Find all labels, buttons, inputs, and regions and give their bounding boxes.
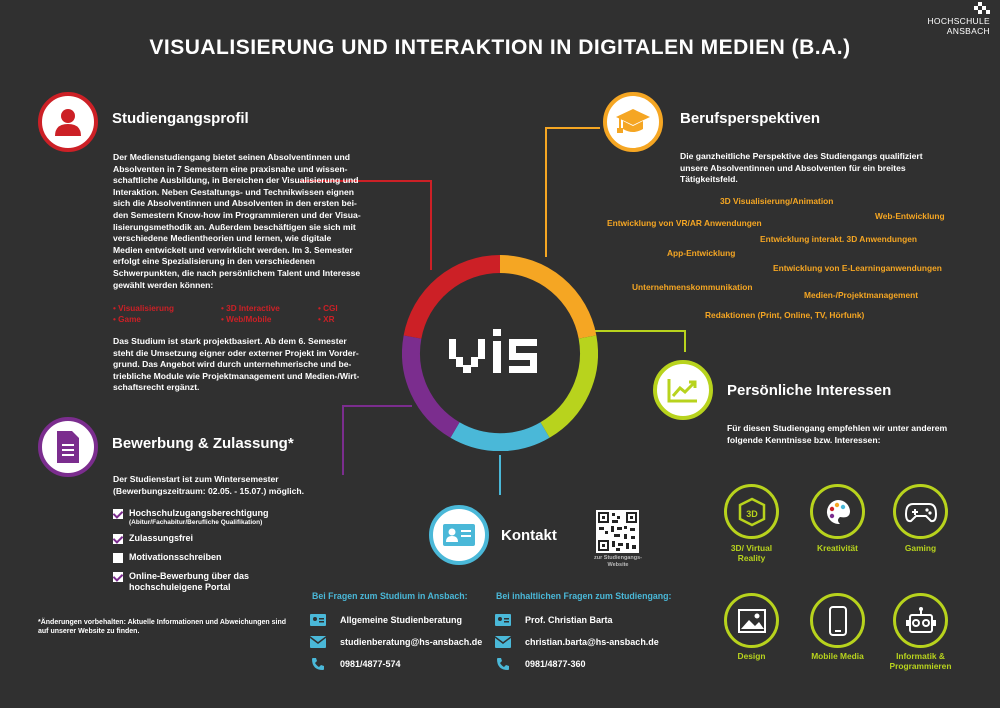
check-item-zulassung [113, 533, 323, 544]
bewerbung-text: Der Studienstart ist zum Wintersemester (Bewerbungszeitraum: 02.05. - 15.07.) möglich. [113, 474, 305, 496]
profil-heading: Studiengangsprofil [112, 110, 249, 127]
contact-left-head: Bei Fragen zum Studium in Ansbach: [312, 591, 468, 601]
logo-line2: ANSBACH [946, 26, 990, 36]
contact-right-email-row[interactable] [495, 636, 659, 648]
smartphone-icon [828, 605, 848, 637]
interest-label-line1: Informatik & [896, 651, 945, 661]
interessen-heading: Persönliche Interessen [727, 382, 892, 399]
qr-code-icon [596, 510, 639, 553]
check-label-line2: hochschuleigene Portal [129, 582, 231, 592]
interest-label [714, 543, 789, 563]
job-item: Entwicklung von VR/AR Anwendungen [607, 218, 762, 228]
interest-label-line1: Kreativität [817, 543, 858, 553]
interest-label [800, 651, 875, 661]
check-label: Hochschulzugangsberechtigung [129, 508, 269, 518]
spec-item: • Web/Mobile [221, 315, 272, 324]
profil-icon-circle [38, 92, 98, 152]
interessen-icon-circle [653, 360, 713, 420]
beruf-text: Die ganzheitliche Perspektive des Studiengangs qualifiziert unsere Absolventinnen und Absolventen für ein breites Tätigkeitsfeld. [680, 151, 923, 185]
interest-label-line1: Design [737, 651, 766, 661]
interest-label [878, 651, 963, 671]
spec-item: • CGI [318, 304, 338, 313]
id-card-icon [495, 614, 511, 626]
interest-3d [724, 484, 779, 539]
svg-text:3D: 3D [745, 508, 758, 519]
vis-logo [445, 325, 555, 380]
robot-icon [905, 606, 937, 636]
connector-cyan [499, 455, 501, 495]
gamepad-icon [905, 501, 937, 523]
interest-label [714, 651, 789, 661]
spec-item: • Game [113, 315, 141, 324]
beruf-heading: Berufsperspektiven [680, 110, 821, 127]
image-icon [737, 608, 767, 634]
bewerbung-checklist [113, 508, 323, 599]
spec-item: • Visualisierung [113, 304, 174, 313]
interest-label [800, 543, 875, 553]
interest-mobile [810, 593, 865, 648]
job-item: Entwicklung interakt. 3D Anwendungen [760, 234, 917, 244]
spec-item: • 3D Interactive [221, 304, 280, 313]
contact-left-email-row[interactable] [310, 636, 482, 648]
check-label: Motivationsschreiben [129, 552, 222, 562]
check-label: Online-Bewerbung über das [129, 571, 250, 581]
connector-orange-v [545, 127, 547, 257]
job-item: Redaktionen (Print, Online, TV, Hörfunk) [705, 310, 865, 320]
logo-line1: HOCHSCHULE [927, 16, 990, 26]
connector-orange-h [545, 127, 600, 129]
connector-purple-v [342, 405, 344, 475]
interest-label-line2: Programmieren [889, 661, 952, 671]
footnote: *Änderungen vorbehalten: Aktuelle Informationen und Abweichungen sind auf unserer Website zu finden. [38, 619, 286, 635]
interest-label-line1: 3D/ Virtual [730, 543, 773, 553]
bewerbung-icon-circle [38, 417, 98, 477]
phone-icon [310, 658, 326, 670]
contact-left-name-row [310, 614, 462, 626]
spec-item: • XR [318, 315, 335, 324]
contact-right-phone-row[interactable] [495, 658, 586, 670]
profil-text: Der Medienstudiengang bietet seinen Absolventinnen und Absolventen in 7 Semestern eine praxisnahe und wissen-schaftliche Ausbildung, in Bereichen der Visualisierung und Interaktion. Neben Gestaltungs- und Technikwissen eignen sich die Absolventinnen und Absolventen in den ersten bei-den Semestern Know-how im Programmieren und der Visua-lisierungsmethodik an. Außerdem beschäftigen sie sich mit verschiedene Medientheorien und lernen, wie digitale Medien entwickelt und verwirklicht werden. Im 3. Semester erfolgt eine Spezialisierung in den verschiedenen Schwerpunkten, die nach persönlichem Talent und Interesse gewählt werden können: [113, 152, 361, 290]
contact-right-phone[interactable]: 0981/4877-360 [525, 659, 586, 669]
checkbox [113, 553, 123, 563]
mail-icon [495, 636, 511, 648]
contact-right-email[interactable]: christian.barta@hs-ansbach.de [525, 637, 659, 647]
palette-icon [823, 497, 853, 527]
interest-label-line1: Mobile Media [811, 651, 864, 661]
interest-gaming [893, 484, 948, 539]
contact-right-name: Prof. Christian Barta [525, 615, 613, 625]
connector-lime [590, 330, 685, 332]
job-item: 3D Visualisierung/Animation [720, 196, 834, 206]
job-item: Medien-/Projektmanagement [804, 290, 919, 300]
chart-icon [667, 377, 699, 403]
id-card-icon [310, 614, 326, 626]
hochschule-logo[interactable] [910, 16, 990, 36]
job-item: Web-Entwicklung [875, 211, 945, 221]
contact-left-phone[interactable]: 0981/4877-574 [340, 659, 401, 669]
interest-label-line2: Reality [737, 553, 766, 563]
interest-kreativitaet [810, 484, 865, 539]
contact-right-name-row [495, 614, 613, 626]
job-item: App-Entwicklung [667, 248, 736, 258]
interest-design [724, 593, 779, 648]
bewerbung-heading: Bewerbung & Zulassung* [112, 435, 294, 452]
job-item: Unternehmenskommunikation [632, 282, 753, 292]
job-item: Entwicklung von E-Learninganwendungen [773, 263, 942, 273]
kontakt-icon-circle [429, 505, 489, 565]
document-icon [55, 431, 81, 463]
checkbox [113, 534, 123, 544]
contact-left-email[interactable]: studienberatung@hs-ansbach.de [340, 637, 483, 647]
beruf-icon-circle [603, 92, 663, 152]
contact-right-head: Bei inhaltlichen Fragen zum Studiengang: [496, 591, 672, 601]
user-icon [52, 106, 84, 138]
phone-icon [495, 658, 511, 670]
checkbox [113, 509, 123, 519]
3d-cube-icon [737, 497, 767, 527]
vis-pixel-icon [445, 325, 555, 380]
check-label: Zulassungsfrei [129, 533, 194, 543]
connector-lime-v [684, 330, 686, 352]
contact-card-icon [442, 523, 476, 547]
mail-icon [310, 636, 326, 648]
profil-specs [113, 303, 363, 325]
graduation-cap-icon [615, 107, 651, 137]
qr-code[interactable] [596, 510, 639, 553]
profil-text2: Das Studium ist stark projektbasiert. Ab dem 6. Semester steht die Umsetzung eigner oder externer Projekt im Vorder-grund. Das Angebot wird durch unternehmerische und be-triebliche Module wie Projektmanagement und Medien-/Wirt-schaftsrecht ergänzt. [113, 336, 360, 393]
contact-left-name: Allgemeine Studienberatung [340, 615, 463, 625]
interest-informatik [893, 593, 948, 648]
interest-label [883, 543, 958, 553]
check-item-online [113, 571, 323, 593]
check-sublabel: (Abitur/Fachabitur/Berufliche Qualifikation) [129, 519, 263, 526]
checkbox [113, 572, 123, 582]
interest-label-line1: Gaming [904, 543, 937, 553]
contact-left-phone-row[interactable] [310, 658, 401, 670]
check-item-motivation [113, 552, 323, 563]
logo-mark-icon [968, 2, 990, 16]
interessen-text: Für diesen Studiengang empfehlen wir unter anderem folgende Kenntnisse bzw. Interessen: [727, 423, 948, 445]
check-item-hzb [113, 508, 323, 527]
page-title: VISUALISIERUNG UND INTERAKTION IN DIGITALEN MEDIEN (B.A.) [149, 36, 851, 59]
qr-caption: zur Studiengangs-Website [594, 555, 642, 568]
kontakt-heading: Kontakt [501, 527, 557, 544]
